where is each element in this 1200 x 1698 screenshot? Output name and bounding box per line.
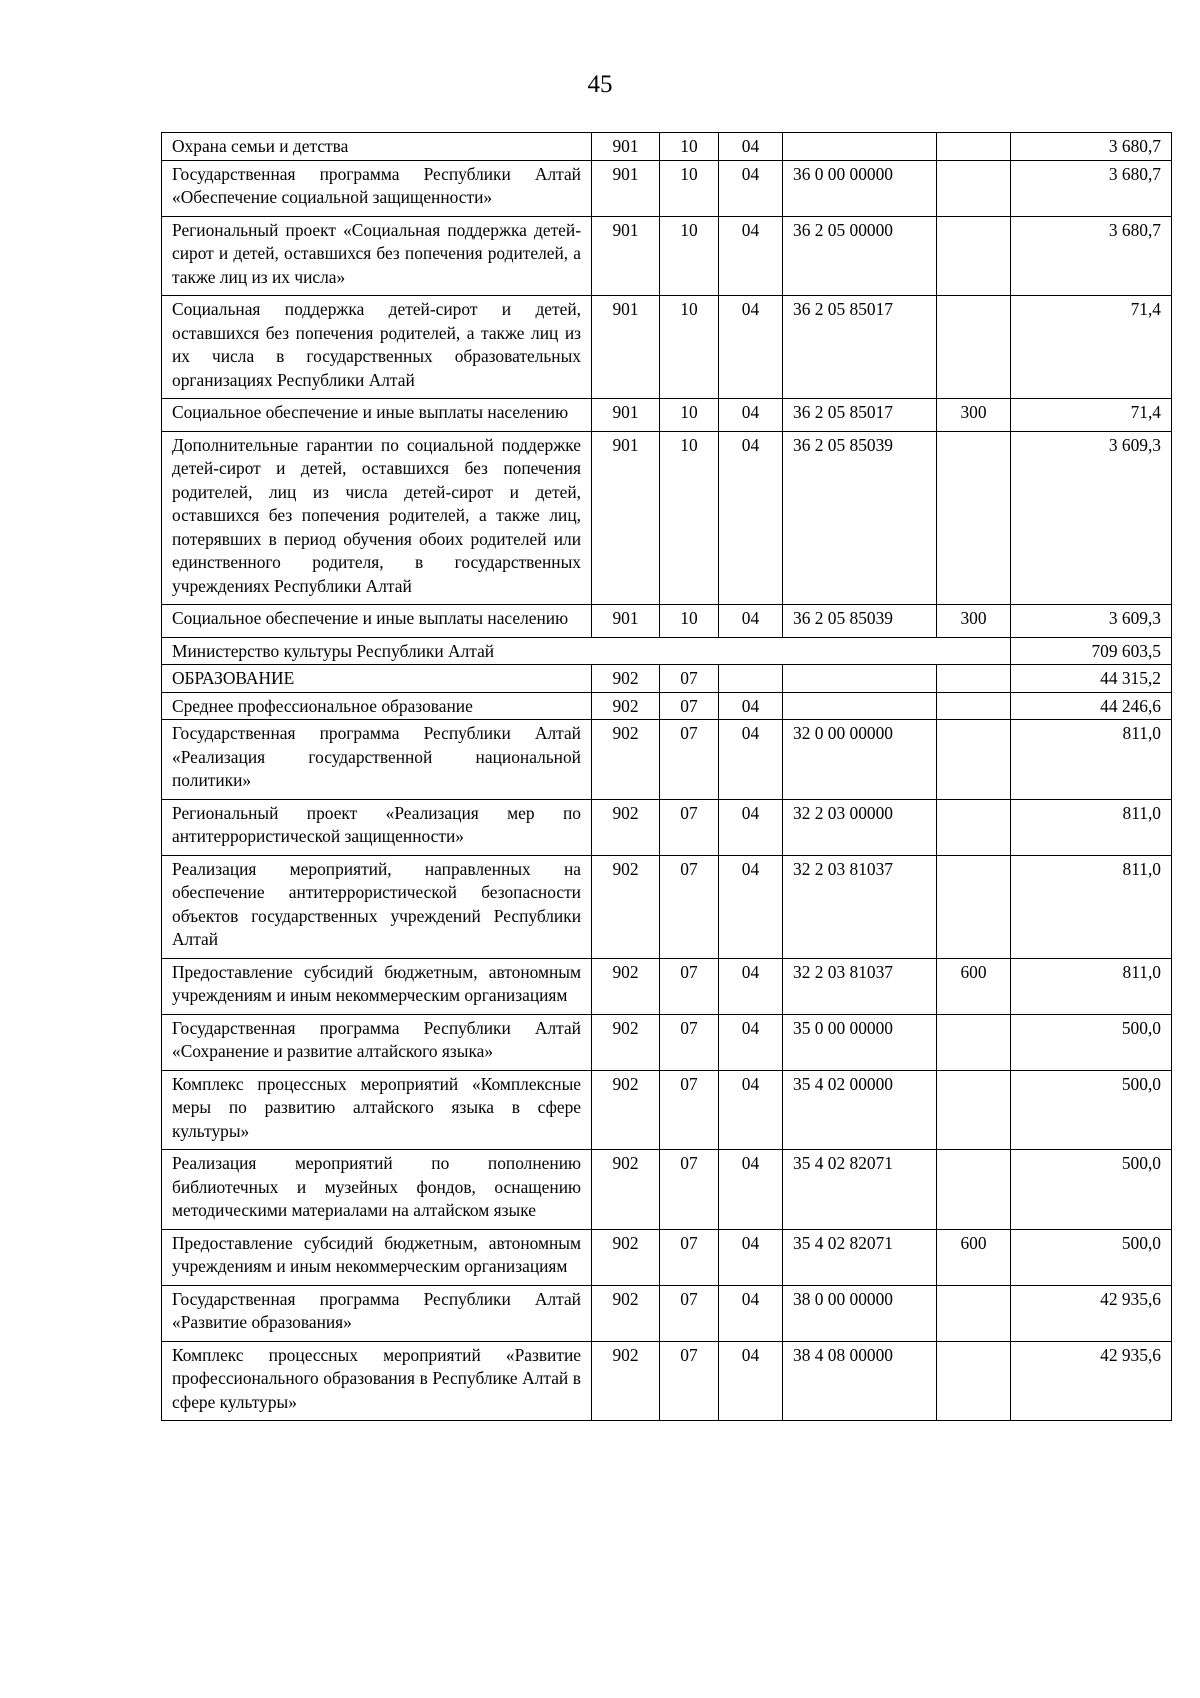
- row-section: 07: [660, 692, 719, 720]
- row-amount: 44 315,2: [1011, 665, 1172, 693]
- row-grbs: 902: [592, 665, 660, 693]
- row-target-article: 35 4 02 00000: [783, 1070, 937, 1150]
- row-target-article: 36 2 05 85017: [783, 296, 937, 399]
- row-section: 10: [660, 160, 719, 216]
- row-section: 07: [660, 1341, 719, 1421]
- row-name: Предоставление субсидий бюджетным, автономным учреждениям и иным некоммерческим организациям: [162, 1229, 592, 1285]
- row-target-article: 32 2 03 81037: [783, 958, 937, 1014]
- row-name: Государственная программа Республики Алтай «Сохранение и развитие алтайского языка»: [162, 1014, 592, 1070]
- budget-table: [161, 132, 1172, 1421]
- row-section: 07: [660, 1150, 719, 1230]
- row-name: Реализация мероприятий по пополнению библиотечных и музейных фондов, оснащению методическими материалами на алтайском языке: [162, 1150, 592, 1230]
- row-name: Региональный проект «Реализация мер по антитеррористической защищенности»: [162, 799, 592, 855]
- table-row: [162, 1150, 1172, 1230]
- row-name: Дополнительные гарантии по социальной поддержке детей-сирот и детей, оставшихся без попечения родителей, лиц из числа детей-сирот и детей, оставшихся без попечения родителей, а также лиц, потерявших в период обучения обоих родителей или единственного родителя, в государственных учреждениях Республики Алтай: [162, 431, 592, 605]
- row-section: 10: [660, 431, 719, 605]
- row-target-article: 35 4 02 82071: [783, 1229, 937, 1285]
- row-subsection: 04: [719, 1150, 783, 1230]
- row-target-article: 36 2 05 85039: [783, 605, 937, 638]
- row-expense-type: 300: [937, 399, 1011, 432]
- row-expense-type: [937, 1285, 1011, 1341]
- row-expense-type: [937, 855, 1011, 958]
- page-number: 45: [587, 71, 613, 98]
- row-target-article: 36 2 05 85039: [783, 431, 937, 605]
- row-target-article: 32 0 00 00000: [783, 720, 937, 800]
- row-grbs: 902: [592, 1285, 660, 1341]
- row-grbs: 902: [592, 1014, 660, 1070]
- row-expense-type: [937, 160, 1011, 216]
- row-section: 07: [660, 958, 719, 1014]
- row-grbs: 901: [592, 296, 660, 399]
- row-section: 10: [660, 296, 719, 399]
- row-amount: 3 680,7: [1011, 133, 1172, 161]
- row-expense-type: [937, 692, 1011, 720]
- row-target-article: 32 2 03 81037: [783, 855, 937, 958]
- row-grbs: 902: [592, 720, 660, 800]
- row-target-article: 35 4 02 82071: [783, 1150, 937, 1230]
- table-row: [162, 160, 1172, 216]
- row-grbs: 901: [592, 399, 660, 432]
- row-expense-type: 300: [937, 605, 1011, 638]
- table-row: [162, 855, 1172, 958]
- row-amount: 811,0: [1011, 799, 1172, 855]
- table-row: [162, 1341, 1172, 1421]
- row-grbs: 902: [592, 1150, 660, 1230]
- row-amount: 42 935,6: [1011, 1285, 1172, 1341]
- row-subsection: 04: [719, 160, 783, 216]
- row-expense-type: [937, 133, 1011, 161]
- row-expense-type: [937, 665, 1011, 693]
- row-target-article: 32 2 03 00000: [783, 799, 937, 855]
- row-target-article: [783, 133, 937, 161]
- ministry-amount: 709 603,5: [1011, 637, 1172, 665]
- table-row: [162, 1070, 1172, 1150]
- row-target-article: 35 0 00 00000: [783, 1014, 937, 1070]
- table-row: [162, 296, 1172, 399]
- row-subsection: 04: [719, 692, 783, 720]
- row-section: 07: [660, 799, 719, 855]
- row-subsection: 04: [719, 1229, 783, 1285]
- table-row: [162, 431, 1172, 605]
- row-grbs: 902: [592, 1229, 660, 1285]
- row-target-article: [783, 692, 937, 720]
- row-amount: 500,0: [1011, 1070, 1172, 1150]
- table-row: [162, 1229, 1172, 1285]
- row-section: 10: [660, 133, 719, 161]
- table-row: [162, 133, 1172, 161]
- table-row: [162, 692, 1172, 720]
- row-subsection: 04: [719, 720, 783, 800]
- row-amount: 71,4: [1011, 296, 1172, 399]
- row-subsection: 04: [719, 296, 783, 399]
- row-section: 10: [660, 216, 719, 296]
- row-expense-type: [937, 1341, 1011, 1421]
- row-name: Государственная программа Республики Алтай «Обеспечение социальной защищенности»: [162, 160, 592, 216]
- row-subsection: 04: [719, 958, 783, 1014]
- row-amount: 71,4: [1011, 399, 1172, 432]
- row-grbs: 902: [592, 855, 660, 958]
- row-expense-type: 600: [937, 1229, 1011, 1285]
- row-amount: 42 935,6: [1011, 1341, 1172, 1421]
- row-subsection: 04: [719, 216, 783, 296]
- row-subsection: 04: [719, 605, 783, 638]
- row-subsection: 04: [719, 431, 783, 605]
- row-name: Комплекс процессных мероприятий «Развитие профессионального образования в Республике Алтай в сфере культуры»: [162, 1341, 592, 1421]
- row-amount: 811,0: [1011, 855, 1172, 958]
- row-expense-type: 600: [937, 958, 1011, 1014]
- row-expense-type: [937, 1150, 1011, 1230]
- row-expense-type: [937, 1014, 1011, 1070]
- row-name: Комплекс процессных мероприятий «Комплексные меры по развитию алтайского языка в сфере культуры»: [162, 1070, 592, 1150]
- row-subsection: 04: [719, 399, 783, 432]
- row-grbs: 901: [592, 216, 660, 296]
- row-name: Социальное обеспечение и иные выплаты населению: [162, 399, 592, 432]
- row-grbs: 902: [592, 958, 660, 1014]
- row-section: 07: [660, 665, 719, 693]
- row-subsection: 04: [719, 1070, 783, 1150]
- table-row: [162, 399, 1172, 432]
- row-amount: 3 609,3: [1011, 431, 1172, 605]
- row-grbs: 901: [592, 605, 660, 638]
- row-name: Социальная поддержка детей-сирот и детей, оставшихся без попечения родителей, а также лиц из их числа в государственных образовательных организациях Республики Алтай: [162, 296, 592, 399]
- row-amount: 811,0: [1011, 720, 1172, 800]
- row-target-article: 36 0 00 00000: [783, 160, 937, 216]
- row-grbs: 902: [592, 1341, 660, 1421]
- row-subsection: [719, 665, 783, 693]
- row-amount: 3 680,7: [1011, 216, 1172, 296]
- row-target-article: 38 4 08 00000: [783, 1341, 937, 1421]
- row-expense-type: [937, 720, 1011, 800]
- row-amount: 811,0: [1011, 958, 1172, 1014]
- row-section: 07: [660, 1229, 719, 1285]
- row-amount: 500,0: [1011, 1014, 1172, 1070]
- row-expense-type: [937, 296, 1011, 399]
- row-section: 07: [660, 855, 719, 958]
- row-subsection: 04: [719, 1014, 783, 1070]
- row-section: 07: [660, 720, 719, 800]
- row-target-article: [783, 665, 937, 693]
- row-expense-type: [937, 431, 1011, 605]
- row-grbs: 901: [592, 160, 660, 216]
- row-name: Социальное обеспечение и иные выплаты населению: [162, 605, 592, 638]
- row-grbs: 902: [592, 799, 660, 855]
- row-name: Региональный проект «Социальная поддержка детей-сирот и детей, оставшихся без попечения родителей, а также лиц из их числа»: [162, 216, 592, 296]
- row-amount: 44 246,6: [1011, 692, 1172, 720]
- row-section: 10: [660, 605, 719, 638]
- row-section: 10: [660, 399, 719, 432]
- row-name: Государственная программа Республики Алтай «Реализация государственной национальной политики»: [162, 720, 592, 800]
- table-row: [162, 720, 1172, 800]
- row-expense-type: [937, 799, 1011, 855]
- table-row: [162, 665, 1172, 693]
- row-section: 07: [660, 1070, 719, 1150]
- table-row: [162, 1014, 1172, 1070]
- table-row: [162, 1285, 1172, 1341]
- row-grbs: 901: [592, 431, 660, 605]
- row-grbs: 901: [592, 133, 660, 161]
- row-amount: 3 680,7: [1011, 160, 1172, 216]
- row-subsection: 04: [719, 855, 783, 958]
- row-name: Среднее профессиональное образование: [162, 692, 592, 720]
- row-amount: 3 609,3: [1011, 605, 1172, 638]
- row-target-article: 38 0 00 00000: [783, 1285, 937, 1341]
- row-grbs: 902: [592, 1070, 660, 1150]
- ministry-name: Министерство культуры Республики Алтай: [162, 637, 1011, 665]
- row-name: Предоставление субсидий бюджетным, автономным учреждениям и иным некоммерческим организациям: [162, 958, 592, 1014]
- table-row: [162, 605, 1172, 638]
- row-target-article: 36 2 05 85017: [783, 399, 937, 432]
- row-amount: 500,0: [1011, 1150, 1172, 1230]
- table-row: [162, 799, 1172, 855]
- row-expense-type: [937, 1070, 1011, 1150]
- row-expense-type: [937, 216, 1011, 296]
- row-target-article: 36 2 05 00000: [783, 216, 937, 296]
- row-subsection: 04: [719, 1341, 783, 1421]
- table-row: [162, 216, 1172, 296]
- table-row: [162, 958, 1172, 1014]
- row-name: Реализация мероприятий, направленных на обеспечение антитеррористической безопасности объектов государственных учреждений Республики Алтай: [162, 855, 592, 958]
- row-name: ОБРАЗОВАНИЕ: [162, 665, 592, 693]
- row-name: Охрана семьи и детства: [162, 133, 592, 161]
- row-name: Государственная программа Республики Алтай «Развитие образования»: [162, 1285, 592, 1341]
- ministry-row: [162, 637, 1172, 665]
- row-subsection: 04: [719, 133, 783, 161]
- row-section: 07: [660, 1285, 719, 1341]
- row-grbs: 902: [592, 692, 660, 720]
- row-section: 07: [660, 1014, 719, 1070]
- row-amount: 500,0: [1011, 1229, 1172, 1285]
- row-subsection: 04: [719, 1285, 783, 1341]
- row-subsection: 04: [719, 799, 783, 855]
